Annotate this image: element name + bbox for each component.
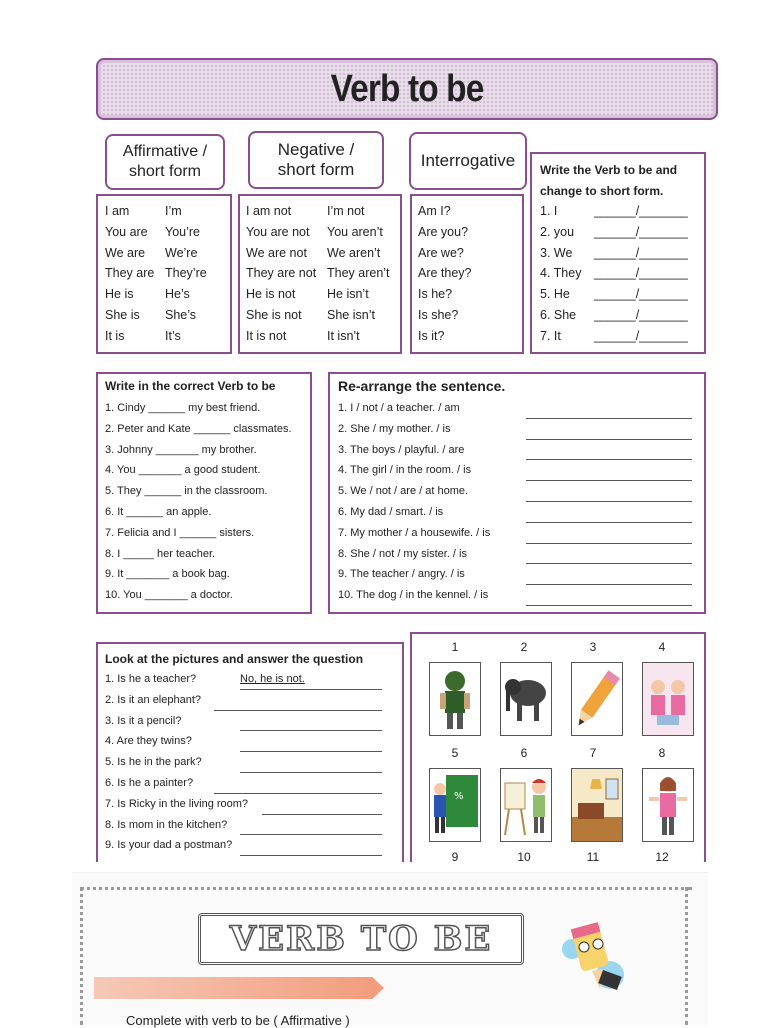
- picture-number: 9: [451, 850, 459, 864]
- answer-line[interactable]: [240, 752, 382, 773]
- rearrange-title: Re-arrange the sentence.: [338, 378, 506, 394]
- list-item: 9. The teacher / angry. / is: [338, 568, 465, 581]
- answer-line[interactable]: [526, 460, 692, 481]
- interrogative-header-label: Interrogative: [420, 151, 516, 170]
- answer-line[interactable]: [526, 523, 692, 544]
- list-item: You aren’t: [327, 224, 383, 239]
- picture-number: 6: [520, 746, 528, 760]
- list-item: 8. Is mom in the kitchen?: [105, 818, 228, 831]
- list-item: I am: [105, 204, 130, 218]
- answer-blank[interactable]: ______/_______: [594, 266, 688, 281]
- list-item[interactable]: 1. Cindy ______ my best friend.: [105, 402, 261, 414]
- affirmative-short-list: [165, 201, 207, 347]
- list-item: 10. The dog / in the kennel. / is: [338, 589, 489, 602]
- list-item: 1. Is he a teacher?: [105, 673, 197, 685]
- picture-number: 1: [451, 640, 459, 654]
- list-item: He’s: [165, 287, 190, 302]
- list-item[interactable]: 3. Johnny _______ my brother.: [105, 443, 257, 456]
- list-item: 5. We / not / are / at home.: [338, 485, 469, 498]
- list-item[interactable]: 9. It _______ a book bag.: [105, 568, 230, 581]
- picture-number: 5: [451, 746, 459, 760]
- interrogative-header: [409, 132, 527, 190]
- list-item: 4. The girl / in the room. / is: [338, 464, 472, 477]
- twins-icon: [642, 662, 694, 736]
- answer-line[interactable]: [240, 711, 382, 732]
- pencil-mascot-icon: [542, 911, 638, 1007]
- list-item: 3. We: [540, 245, 573, 260]
- answer-line[interactable]: [240, 731, 382, 752]
- list-item: He isn’t: [327, 287, 369, 302]
- football-player-icon: [429, 662, 481, 736]
- list-item[interactable]: 10. You _______ a doctor.: [105, 589, 233, 602]
- bottom-banner: [198, 913, 524, 965]
- list-item: You are not: [246, 224, 310, 239]
- list-item: She is: [105, 307, 140, 322]
- answer-line[interactable]: [240, 669, 382, 690]
- teacher-board-icon: [429, 768, 481, 842]
- list-item: Is it?: [418, 328, 445, 343]
- correct-verb-title: Write in the correct Verb to be: [105, 379, 276, 393]
- negative-short-list: [327, 201, 390, 347]
- answer-line[interactable]: [526, 585, 692, 606]
- living-room-icon: [571, 768, 623, 842]
- list-item[interactable]: 8. I _____ her teacher.: [105, 547, 216, 560]
- list-item: 9. Is your dad a postman?: [105, 839, 233, 852]
- second-worksheet: [72, 872, 708, 1028]
- decorative-border-right: [675, 887, 688, 1025]
- picture-number: 10: [517, 850, 531, 864]
- answer-blank[interactable]: ______/_______: [594, 245, 688, 260]
- list-item: He is not: [246, 287, 296, 302]
- picture-number: 3: [589, 640, 597, 654]
- list-item: 5. He: [540, 287, 570, 302]
- answer-line[interactable]: [214, 773, 382, 794]
- list-item: It’s: [165, 328, 181, 343]
- correct-verb-list: [105, 398, 292, 606]
- rearrange-answer-lines: [526, 398, 692, 606]
- picture-number: 7: [589, 746, 597, 760]
- list-item: She is not: [246, 307, 302, 322]
- list-item: Am I?: [418, 204, 451, 218]
- page-title: Verb to be: [330, 68, 484, 110]
- list-item: It isn’t: [327, 328, 360, 343]
- answer-blank[interactable]: ______/_______: [594, 204, 688, 218]
- affirmative-header: [105, 134, 225, 190]
- answer-line[interactable]: [262, 794, 382, 815]
- list-item: They’re: [165, 266, 207, 281]
- list-item: We aren’t: [327, 245, 381, 260]
- answer-line[interactable]: [526, 440, 692, 461]
- pictures-question-title: Look at the pictures and answer the question: [105, 652, 364, 666]
- list-item: 7. Is Ricky in the living room?: [105, 797, 249, 810]
- list-item: They are not: [246, 266, 317, 281]
- bottom-instruction: Complete with verb to be ( Affirmative ): [126, 1013, 350, 1028]
- list-item: 3. Is it a pencil?: [105, 714, 182, 727]
- write-short-list: [540, 201, 581, 347]
- list-item: 7. My mother / a housewife. / is: [338, 526, 491, 539]
- list-item: 1. I: [540, 204, 558, 218]
- answer-line[interactable]: [214, 690, 382, 711]
- first-answer: No, he is not.: [240, 673, 305, 685]
- list-item: 3. The boys / playful. / are: [338, 443, 465, 456]
- answer-line[interactable]: [526, 481, 692, 502]
- decorative-border-top: [80, 887, 692, 900]
- list-item[interactable]: 6. It ______ an apple.: [105, 505, 212, 518]
- answer-blank[interactable]: ______/_______: [594, 224, 688, 239]
- list-item: 2. you: [540, 224, 575, 239]
- list-item: 2. She / my mother. / is: [338, 422, 451, 435]
- list-item: It is not: [246, 328, 287, 343]
- list-item: You’re: [165, 224, 200, 239]
- list-item: They aren’t: [327, 266, 390, 281]
- list-item: Is he?: [418, 287, 453, 302]
- list-item: You are: [105, 224, 148, 239]
- list-item: 5. Is he in the park?: [105, 756, 202, 769]
- answer-blank[interactable]: ______/_______: [594, 307, 688, 322]
- list-item: Is she?: [418, 307, 459, 322]
- affirmative-header-label: Affirmative / short form: [122, 143, 208, 180]
- list-item: We are: [105, 245, 146, 260]
- pencil-icon: [571, 662, 623, 736]
- affirmative-full-list: [105, 201, 154, 347]
- list-item: I am not: [246, 204, 292, 218]
- write-short-blanks: [594, 201, 688, 347]
- picture-number: 8: [658, 746, 666, 760]
- decorative-border-left: [80, 887, 93, 1025]
- list-item: She isn’t: [327, 307, 375, 322]
- list-item: 6. Is he a painter?: [105, 776, 194, 789]
- list-item: We’re: [165, 245, 198, 260]
- list-item: Are you?: [418, 224, 469, 239]
- list-item: 4. They: [540, 266, 582, 281]
- answer-line[interactable]: [240, 815, 382, 836]
- write-short-title: Write the Verb to be and change to short form.: [540, 163, 678, 198]
- negative-header: [248, 131, 384, 189]
- list-item: 2. Is it an elephant?: [105, 693, 202, 706]
- list-item: It is: [105, 328, 125, 343]
- list-item: 4. Are they twins?: [105, 735, 192, 748]
- list-item: Are they?: [418, 266, 472, 281]
- list-item: 1. I / not / a teacher. / am: [338, 402, 460, 414]
- title-banner: [96, 58, 718, 120]
- picture-number: 4: [658, 640, 666, 654]
- answer-line[interactable]: [240, 835, 382, 856]
- answer-blank[interactable]: ______/_______: [594, 287, 688, 302]
- list-item: I’m not: [327, 204, 365, 218]
- negative-header-label: Negative / short form: [277, 140, 355, 179]
- answer-line[interactable]: [526, 419, 692, 440]
- list-item: I’m: [165, 204, 182, 218]
- answer-line[interactable]: [526, 544, 692, 565]
- pictures-answer-lines: [240, 669, 382, 856]
- kitchen-mom-icon: [642, 768, 694, 842]
- list-item[interactable]: 7. Felicia and I ______ sisters.: [105, 526, 255, 539]
- list-item: We are not: [246, 245, 307, 260]
- answer-line[interactable]: [526, 502, 692, 523]
- instruction-arrow: [94, 977, 384, 999]
- answer-line[interactable]: [526, 564, 692, 585]
- list-item: 6. She: [540, 307, 577, 322]
- answer-blank[interactable]: ______/_______: [594, 328, 688, 343]
- negative-full-list: [246, 201, 316, 347]
- picture-number: 11: [586, 850, 600, 864]
- list-item: 8. She / not / my sister. / is: [338, 547, 467, 560]
- list-item: He is: [105, 287, 134, 302]
- painter-icon: [500, 768, 552, 842]
- rearrange-list: [338, 398, 490, 606]
- picture-number: 12: [655, 850, 669, 864]
- list-item: 6. My dad / smart. / is: [338, 505, 444, 518]
- bottom-banner-text: VERB TO BE: [229, 919, 493, 959]
- interrogative-list: [418, 201, 472, 347]
- picture-number: 2: [520, 640, 528, 654]
- svg-text:%: %: [454, 791, 464, 802]
- list-item: 7. It: [540, 328, 561, 343]
- list-item[interactable]: 4. You _______ a good student.: [105, 464, 261, 477]
- elephant-icon: [500, 662, 552, 736]
- list-item: They are: [105, 266, 155, 281]
- list-item: She’s: [165, 307, 197, 322]
- list-item: Are we?: [418, 245, 464, 260]
- list-item[interactable]: 2. Peter and Kate ______ classmates.: [105, 422, 292, 435]
- answer-line[interactable]: [526, 398, 692, 419]
- list-item[interactable]: 5. They ______ in the classroom.: [105, 485, 268, 498]
